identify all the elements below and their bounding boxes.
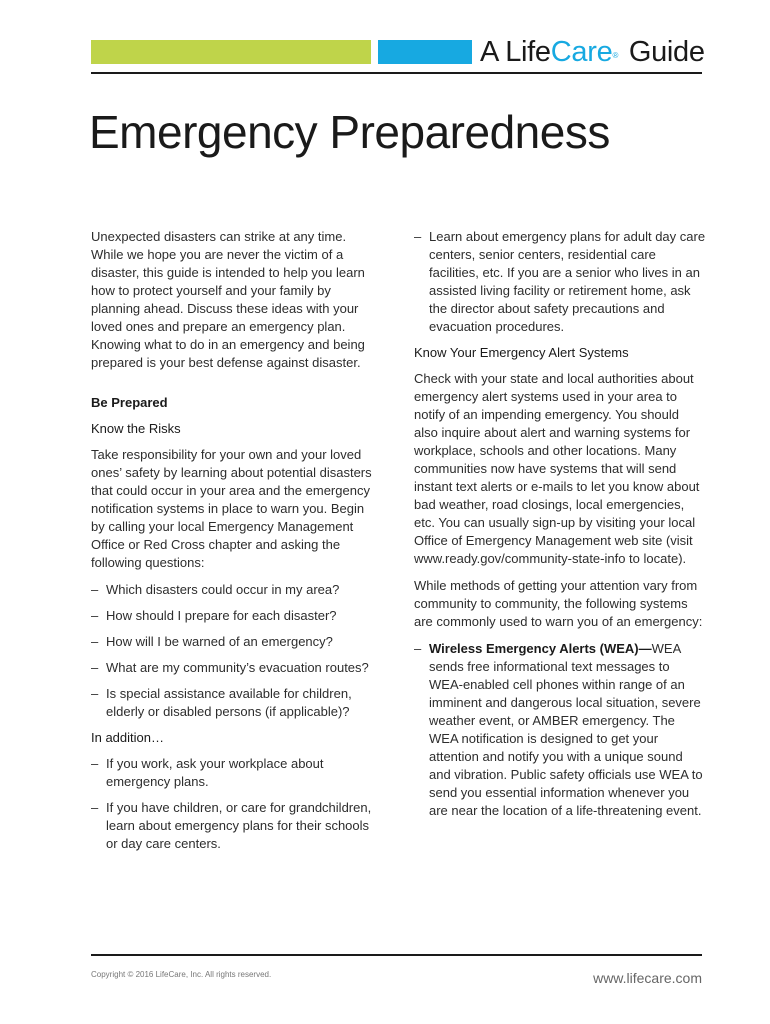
list-item: – Which disasters could occur in my area? <box>91 582 340 597</box>
questions-list <box>91 581 381 721</box>
list-item: – Wireless Emergency Alerts (WEA)—WEA sends free informational text messages to WEA-enabled cell phones within range of an imminent and dangerous local situation, severe weather event, or AMBER emergency. The WEA notification is designed to get your attention and notify you with a unique sound and vibration. Public safety officials use WEA to send you essential information whenever you are near the location of a life-threatening event. <box>414 641 703 818</box>
alert-systems-paragraph: Check with your state and local authorities about emergency alert systems used in your area to notify of an impending emergency. You should also inquire about alert and warning systems for workplace, schools and other locations. Many communities now have systems that will send instant text alerts or e-mails to let you know about bad weather, road closings, local emergencies, etc. You can usually sign-up by visiting your local Office of Emergency Management web site (visit www.ready.gov/community-state-info to locate). <box>414 371 700 566</box>
wea-label: Wireless Emergency Alerts (WEA)— <box>429 641 652 656</box>
header-blue-bar <box>378 40 472 64</box>
know-risks-heading: Know the Risks <box>91 421 181 436</box>
list-item: – What are my community’s evacuation routes? <box>91 660 369 675</box>
alert-methods-list <box>414 640 706 820</box>
footer-url-link[interactable]: www.lifecare.com <box>593 970 702 986</box>
list-item: – How will I be warned of an emergency? <box>91 634 333 649</box>
list-item: – How should I prepare for each disaster? <box>91 608 337 623</box>
page-title: Emergency Preparedness <box>89 106 610 158</box>
header-green-bar <box>91 40 371 64</box>
header-rule <box>91 72 702 74</box>
list-item: – Is special assistance available for children, elderly or disabled persons (if applicable)? <box>91 686 352 719</box>
intro-paragraph: Unexpected disasters can strike at any time. While we hope you are never the victim of a disaster, this guide is intended to help you learn how to protect yourself and your family by planning ahead. Discuss these ideas with your loved ones and prepare an emergency plan. Knowing what to do in an emergency and being prepared is your best defense against disaster. <box>91 229 365 370</box>
copyright-text: Copyright © 2016 LifeCare, Inc. All rights reserved. <box>91 970 272 979</box>
adult-day-list <box>414 228 706 336</box>
footer-rule <box>91 954 702 956</box>
left-column <box>91 228 381 861</box>
list-item: – If you work, ask your workplace about emergency plans. <box>91 756 324 789</box>
brand-logo: A LifeCare® Guide <box>480 36 705 68</box>
responsibility-paragraph: Take responsibility for your own and your loved ones’ safety by learning about potential disasters that could occur in your area and the emergency notification systems in place to warn you. Begin by calling your local Emergency Management Office or Red Cross chapter and asking the following questions: <box>91 447 372 570</box>
in-addition-heading: In addition… <box>91 730 164 745</box>
be-prepared-heading: Be Prepared <box>91 395 168 410</box>
additions-list <box>91 755 381 853</box>
alert-systems-heading: Know Your Emergency Alert Systems <box>414 345 629 360</box>
methods-paragraph: While methods of getting your attention vary from community to community, the following systems are commonly used to warn you of an emergency: <box>414 578 703 629</box>
right-column <box>414 228 706 828</box>
list-item: – Learn about emergency plans for adult day care centers, senior centers, residential care facilities, etc. If you are a senior who lives in an assisted living facility or retirement home, ask the director about safety precautions and evacuation procedures. <box>414 229 706 334</box>
list-item: – If you have children, or care for grandchildren, learn about emergency plans for their schools or day care centers. <box>91 800 372 851</box>
